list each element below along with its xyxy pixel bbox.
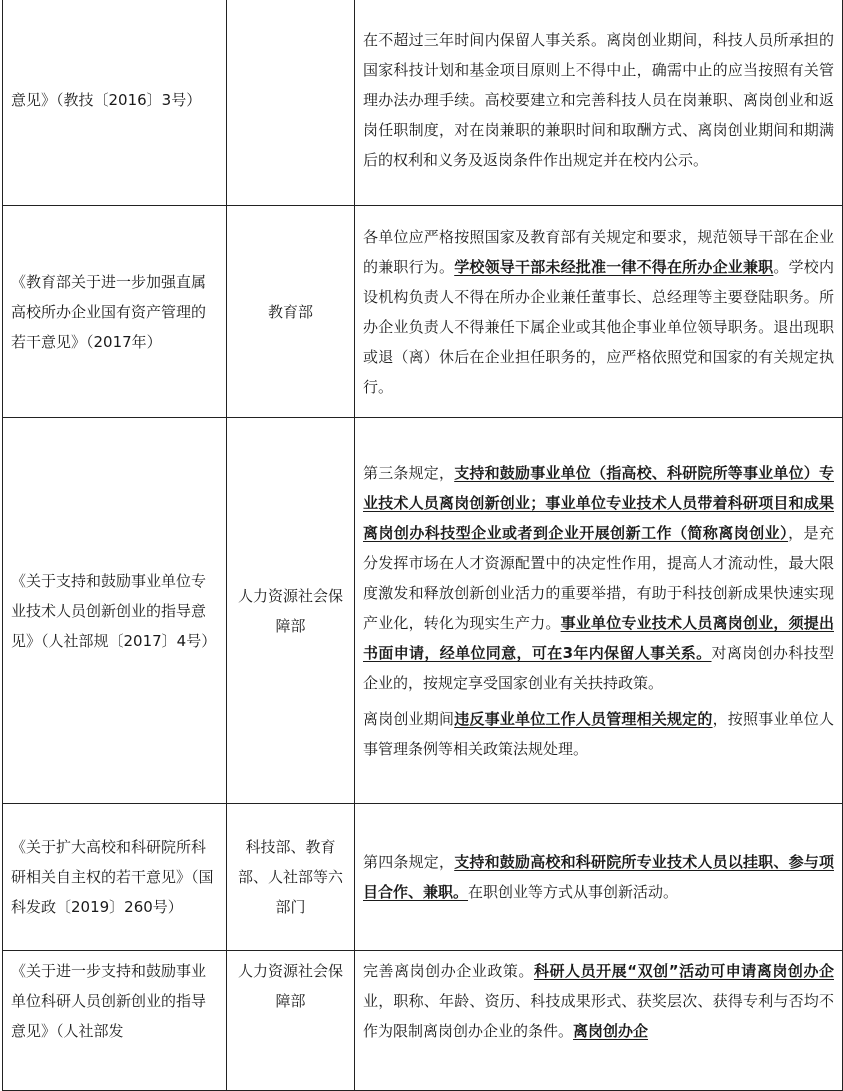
content-text: 完善离岗创办企业政策。 [363, 962, 534, 980]
policy-content-cell [355, 951, 843, 1091]
policy-title: 《关于支持和鼓励事业单位专业技术人员创新创业的指导意见》（人社部规〔2017〕4号） [11, 571, 217, 650]
policy-title: 《教育部关于进一步加强直属高校所办企业国有资产管理的若干意见》（2017年） [11, 272, 207, 351]
content-text: 第三条规定， [363, 463, 455, 482]
policy-title: 《关于进一步支持和鼓励事业单位科研人员创新创业的指导意见》（人社部发 [11, 962, 207, 1040]
department-cell [227, 804, 355, 951]
department: 教育部 [267, 302, 313, 321]
content-text: 在不超过三年时间内保留人事关系。离岗创业期间，科技人员所承担的国家科技计划和基金项目原则上不得中止，确需中止的应当按照有关管理办法办理手续。高校要建立和完善科技人员在岗兼职、离岗创业和返岗任职制度，对在岗兼职的兼职时间和取酬方式、离岗创业期间和期满后的权利和义务及返岗条件作出规定并在校内公示。 [363, 31, 834, 169]
content-text: ，是充分发挥市场在人才资源配置中的决定性作用，提高人才流动性，最大限度激发和释放创新创业活力的重要举措，有助于科技创新成果快速实现产业化，转化为现实生产力。 [363, 523, 834, 632]
table-row [3, 804, 843, 951]
content-paragraph [363, 458, 834, 698]
policy-content-cell [355, 206, 843, 418]
policy-title: 《关于扩大高校和科研院所科研相关自主权的若干意见》（国科发政〔2019〕260号） [11, 838, 214, 916]
content-text: 第四条规定， [363, 853, 455, 871]
content-text: ，按照事业单位人事管理条例等相关政策法规处理。 [363, 709, 834, 758]
policy-content-cell [355, 0, 843, 206]
content-emphasis: 学校领导干部未经批准一律不得在所办企业兼职 [454, 257, 774, 276]
policy-title-cell [3, 206, 227, 418]
content-text: 在职创业等方式从事创新活动。 [468, 883, 679, 901]
content-emphasis: 事业单位专业技术人员离岗创业，须提出书面申请，经单位同意，可在3年内保留人事关系。 [363, 613, 834, 662]
policy-title: 意见》（教技〔2016〕3号） [11, 91, 202, 109]
table-row [3, 951, 843, 1091]
content-emphasis: 违反事业单位工作人员管理相关规定的 [454, 709, 713, 728]
policy-title-cell [3, 804, 227, 951]
content-text: 各单位应严格按照国家及教育部有关规定和要求，规范领导干部在企业的兼职行为。 [363, 227, 834, 276]
content-text: 对离岗创办科技型企业的，按规定享受国家创业有关扶持政策。 [363, 643, 834, 692]
table-row [3, 418, 843, 804]
department-cell [227, 0, 355, 206]
department-cell [227, 206, 355, 418]
table-row [3, 0, 843, 206]
content-text: 。学校内设机构负责人不得在所办企业兼任董事长、总经理等主要登陆职务。所办企业负责人不得兼任下属企业或其他企事业单位领导职务。退出现职或退（离）休后在企业担任职务的，应严格依照党和国家的有关规定执行。 [363, 257, 834, 396]
content-emphasis: 离岗创办企 [573, 1022, 649, 1040]
content-paragraph [363, 222, 834, 402]
policy-title-cell [3, 0, 227, 206]
department-cell [227, 418, 355, 804]
policy-content-cell [355, 418, 843, 804]
content-paragraph [363, 25, 834, 175]
department: 人力资源社会保障部 [237, 962, 343, 1010]
content-emphasis: 支持和鼓励事业单位（指高校、科研院所等事业单位）专业技术人员离岗创新创业；事业单位专业技术人员带着科研项目和成果离岗创办科技型企业或者到企业开展创新工作（简称离岗创业） [363, 463, 834, 542]
department: 科技部、教育部、人社部等六部门 [237, 838, 343, 916]
table-row [3, 206, 843, 418]
content-paragraph [363, 847, 834, 907]
content-text: 业，职称、年龄、资历、科技成果形式、获奖层次、获得专利与否均不作为限制离岗创办企业的条件。 [363, 992, 834, 1040]
policy-table [2, 0, 843, 1091]
policy-title-cell [3, 951, 227, 1091]
content-emphasis: 支持和鼓励高校和科研院所专业技术人员以挂职、参与项目合作、兼职。 [363, 853, 834, 901]
content-paragraph [363, 956, 834, 1046]
policy-title-cell [3, 418, 227, 804]
department: 人力资源社会保障部 [237, 586, 343, 635]
content-paragraph [363, 704, 834, 764]
content-text: 离岗创业期间 [363, 709, 455, 728]
content-emphasis: 科研人员开展“双创”活动可申请离岗创办企 [533, 962, 834, 980]
policy-content-cell [355, 804, 843, 951]
department-cell [227, 951, 355, 1091]
